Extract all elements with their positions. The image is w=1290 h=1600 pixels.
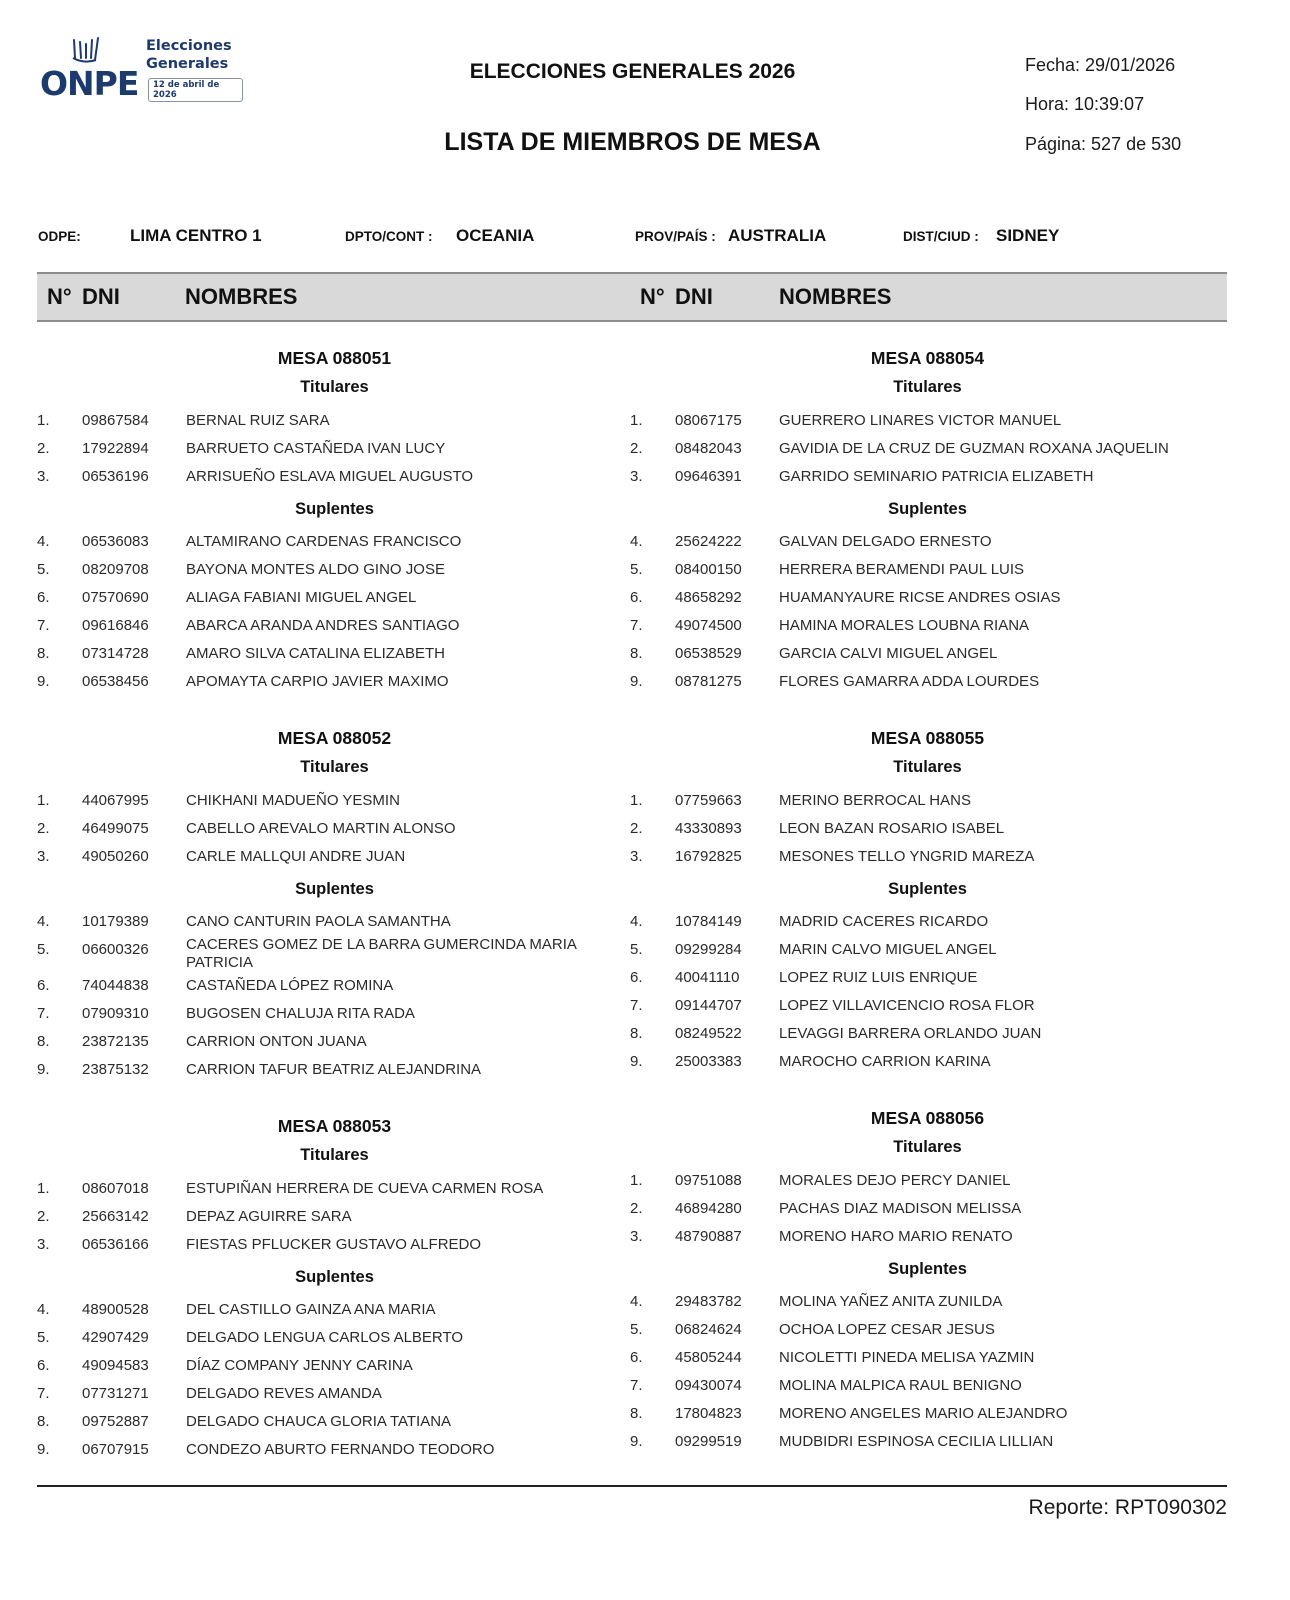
col-dni: DNI [82, 284, 120, 309]
member-number: 9. [37, 1441, 50, 1458]
titulares-heading: Titulares [300, 758, 369, 776]
member-name: CHIKHANI MADUEÑO YESMIN [186, 792, 400, 809]
member-number: 6. [37, 589, 50, 606]
member-name: MORALES DEJO PERCY DANIEL [779, 1172, 1011, 1189]
member-number: 3. [630, 1228, 643, 1245]
member-dni: 06538456 [82, 673, 149, 690]
member-name: GARCIA CALVI MIGUEL ANGEL [779, 645, 998, 662]
member-number: 1. [37, 792, 50, 809]
member-dni: 09751088 [675, 1172, 742, 1189]
member-name: CACERES GOMEZ DE LA BARRA GUMERCINDA MARIA PATRICIA [186, 936, 577, 971]
member-number: 8. [630, 645, 643, 662]
document-subtitle: LISTA DE MIEMBROS DE MESA [444, 128, 821, 156]
fecha: Fecha: 29/01/2026 [1025, 55, 1176, 75]
prov-label: PROV/PAÍS : [635, 229, 716, 244]
member-number: 4. [630, 533, 643, 550]
member-name: AMARO SILVA CATALINA ELIZABETH [186, 645, 445, 662]
member-dni: 09430074 [675, 1377, 742, 1394]
member-dni: 06536083 [82, 533, 149, 550]
member-name: FLORES GAMARRA ADDA LOURDES [779, 673, 1040, 690]
member-dni: 08249522 [675, 1025, 742, 1042]
dpto-label: DPTO/CONT : [345, 229, 433, 244]
titulares-heading: Titulares [300, 378, 369, 396]
member-number: 4. [37, 533, 50, 550]
member-dni: 16792825 [675, 848, 742, 865]
member-name: DÍAZ COMPANY JENNY CARINA [186, 1357, 413, 1374]
member-name: FIESTAS PFLUCKER GUSTAVO ALFREDO [186, 1236, 482, 1253]
mesa-title: MESA 088055 [870, 728, 985, 748]
suplentes-heading: Suplentes [888, 880, 967, 898]
member-number: 8. [630, 1405, 643, 1422]
member-number: 4. [630, 1293, 643, 1310]
member-number: 1. [630, 792, 643, 809]
member-dni: 49074500 [675, 617, 742, 634]
member-number: 9. [37, 1061, 50, 1078]
member-number: 2. [630, 820, 643, 837]
member-number: 1. [630, 412, 643, 429]
member-name: CANO CANTURIN PAOLA SAMANTHA [186, 913, 451, 930]
col-nombres-right: NOMBRES [779, 284, 892, 309]
member-dni: 49050260 [82, 848, 149, 865]
member-dni: 45805244 [675, 1349, 742, 1366]
member-number: 1. [37, 412, 50, 429]
member-name: MADRID CACERES RICARDO [779, 913, 989, 930]
member-dni: 08781275 [675, 673, 742, 690]
member-dni: 09646391 [675, 468, 742, 485]
member-dni: 08607018 [82, 1180, 149, 1197]
member-dni: 23875132 [82, 1061, 149, 1078]
member-name: HERRERA BERAMENDI PAUL LUIS [779, 561, 1025, 578]
member-name: GUERRERO LINARES VICTOR MANUEL [779, 412, 1062, 429]
member-name: LOPEZ VILLAVICENCIO ROSA FLOR [779, 997, 1035, 1014]
member-dni: 06600326 [82, 941, 149, 958]
member-dni: 08400150 [675, 561, 742, 578]
col-nombres: NOMBRES [185, 284, 298, 309]
logo-date-badge: 12 de abril de 2026 [148, 78, 243, 102]
member-number: 8. [37, 645, 50, 662]
member-dni: 25003383 [675, 1053, 742, 1070]
member-name: CABELLO AREVALO MARTIN ALONSO [186, 820, 456, 837]
titulares-heading: Titulares [893, 1138, 962, 1156]
member-number: 6. [37, 1357, 50, 1374]
titulares-heading: Titulares [893, 758, 962, 776]
dpto-value: OCEANIA [456, 226, 535, 245]
odpe-value: LIMA CENTRO 1 [130, 226, 262, 245]
report-code: Reporte: RPT090302 [1028, 1496, 1227, 1519]
prov-value: AUSTRALIA [728, 226, 827, 245]
member-name: DEL CASTILLO GAINZA ANA MARIA [186, 1301, 436, 1318]
member-dni: 17804823 [675, 1405, 742, 1422]
member-dni: 48790887 [675, 1228, 742, 1245]
logo-title-line2: Generales [146, 56, 229, 72]
member-name: CARRION ONTON JUANA [186, 1033, 367, 1050]
member-name: MESONES TELLO YNGRID MAREZA [779, 848, 1035, 865]
member-name: PACHAS DIAZ MADISON MELISSA [779, 1200, 1022, 1217]
member-dni: 09299284 [675, 941, 742, 958]
member-name: ESTUPIÑAN HERRERA DE CUEVA CARMEN ROSA [186, 1180, 544, 1197]
member-number: 7. [630, 997, 643, 1014]
member-number: 2. [37, 440, 50, 457]
member-number: 7. [37, 617, 50, 634]
member-number: 2. [630, 440, 643, 457]
member-number: 1. [630, 1172, 643, 1189]
member-number: 4. [37, 1301, 50, 1318]
member-number: 9. [630, 1053, 643, 1070]
member-name: MOLINA MALPICA RAUL BENIGNO [779, 1377, 1022, 1394]
member-name: GARRIDO SEMINARIO PATRICIA ELIZABETH [779, 468, 1094, 485]
member-name: GALVAN DELGADO ERNESTO [779, 533, 992, 550]
member-number: 3. [37, 468, 50, 485]
member-dni: 09752887 [82, 1413, 149, 1430]
member-name: ARRISUEÑO ESLAVA MIGUEL AUGUSTO [186, 468, 474, 485]
member-dni: 07759663 [675, 792, 742, 809]
member-number: 7. [37, 1385, 50, 1402]
member-name: DELGADO REVES AMANDA [186, 1385, 382, 1402]
member-dni: 43330893 [675, 820, 742, 837]
member-name: MORENO HARO MARIO RENATO [779, 1228, 1013, 1245]
mesa-title: MESA 088052 [277, 728, 392, 748]
member-number: 5. [630, 561, 643, 578]
member-name: ALTAMIRANO CARDENAS FRANCISCO [186, 533, 462, 550]
member-dni: 06536166 [82, 1236, 149, 1253]
member-name: MORENO ANGELES MARIO ALEJANDRO [779, 1405, 1068, 1422]
member-number: 3. [630, 468, 643, 485]
hora: Hora: 10:39:07 [1025, 94, 1145, 114]
member-dni: 09616846 [82, 617, 149, 634]
member-name: MOLINA YAÑEZ ANITA ZUNILDA [779, 1293, 1003, 1310]
member-number: 2. [630, 1200, 643, 1217]
member-dni: 09867584 [82, 412, 149, 429]
dist-value: SIDNEY [996, 226, 1060, 245]
member-dni: 06538529 [675, 645, 742, 662]
member-dni: 06824624 [675, 1321, 742, 1338]
member-number: 6. [630, 969, 643, 986]
table-header [37, 272, 1227, 322]
member-number: 5. [37, 941, 50, 958]
suplentes-heading: Suplentes [888, 500, 967, 518]
member-dni: 10784149 [675, 913, 742, 930]
member-number: 3. [37, 848, 50, 865]
member-dni: 07731271 [82, 1385, 149, 1402]
member-name: LOPEZ RUIZ LUIS ENRIQUE [779, 969, 978, 986]
member-name: MARIN CALVO MIGUEL ANGEL [779, 941, 997, 958]
member-name: CONDEZO ABURTO FERNANDO TEODORO [186, 1441, 495, 1458]
member-dni: 07909310 [82, 1005, 149, 1022]
member-number: 3. [37, 1236, 50, 1253]
member-number: 6. [37, 977, 50, 994]
member-number: 5. [37, 561, 50, 578]
member-dni: 48900528 [82, 1301, 149, 1318]
member-dni: 08067175 [675, 412, 742, 429]
member-name: LEON BAZAN ROSARIO ISABEL [779, 820, 1005, 837]
member-name: HUAMANYAURE RICSE ANDRES OSIAS [779, 589, 1061, 606]
member-dni: 29483782 [675, 1293, 742, 1310]
member-number: 9. [630, 1433, 643, 1450]
member-dni: 42907429 [82, 1329, 149, 1346]
member-name: LEVAGGI BARRERA ORLANDO JUAN [779, 1025, 1042, 1042]
titulares-heading: Titulares [893, 378, 962, 396]
pagina: Página: 527 de 530 [1025, 134, 1182, 154]
member-dni: 23872135 [82, 1033, 149, 1050]
member-name: ABARCA ARANDA ANDRES SANTIAGO [186, 617, 460, 634]
member-name: ALIAGA FABIANI MIGUEL ANGEL [186, 589, 417, 606]
member-name: BERNAL RUIZ SARA [186, 412, 330, 429]
member-name: DELGADO LENGUA CARLOS ALBERTO [186, 1329, 464, 1346]
mesa-title: MESA 088053 [277, 1116, 392, 1136]
member-dni: 08209708 [82, 561, 149, 578]
member-name: MERINO BERROCAL HANS [779, 792, 971, 809]
mesa-title: MESA 088051 [277, 348, 392, 368]
member-dni: 09144707 [675, 997, 742, 1014]
member-dni: 07570690 [82, 589, 149, 606]
member-number: 4. [630, 913, 643, 930]
member-number: 1. [37, 1180, 50, 1197]
member-dni: 49094583 [82, 1357, 149, 1374]
member-dni: 40041110 [675, 969, 740, 986]
member-number: 8. [37, 1033, 50, 1050]
suplentes-heading: Suplentes [295, 500, 374, 518]
document-title: ELECCIONES GENERALES 2026 [469, 60, 796, 83]
mesa-title: MESA 088054 [870, 348, 985, 368]
dist-label: DIST/CIUD : [903, 229, 979, 244]
member-number: 2. [37, 820, 50, 837]
member-number: 6. [630, 589, 643, 606]
member-name: CARRION TAFUR BEATRIZ ALEJANDRINA [186, 1061, 482, 1078]
logo-brand: ONPE [40, 64, 139, 103]
titulares-heading: Titulares [300, 1146, 369, 1164]
member-dni: 46499075 [82, 820, 149, 837]
odpe-label: ODPE: [38, 229, 81, 244]
member-name: APOMAYTA CARPIO JAVIER MAXIMO [186, 673, 449, 690]
member-number: 6. [630, 1349, 643, 1366]
logo-title-line1: Elecciones [146, 38, 232, 54]
member-name: HAMINA MORALES LOUBNA RIANA [779, 617, 1030, 634]
member-number: 5. [37, 1329, 50, 1346]
member-name: DEPAZ AGUIRRE SARA [186, 1208, 352, 1225]
member-number: 2. [37, 1208, 50, 1225]
suplentes-heading: Suplentes [295, 880, 374, 898]
member-number: 4. [37, 913, 50, 930]
member-dni: 10179389 [82, 913, 149, 930]
member-number: 9. [630, 673, 643, 690]
member-number: 7. [630, 1377, 643, 1394]
col-num-right: N° [640, 284, 665, 309]
suplentes-heading: Suplentes [295, 1268, 374, 1286]
member-dni: 08482043 [675, 440, 742, 457]
member-dni: 06536196 [82, 468, 149, 485]
member-name: MAROCHO CARRION KARINA [779, 1053, 991, 1070]
member-name: CASTAÑEDA LÓPEZ ROMINA [186, 977, 394, 994]
member-name: CARLE MALLQUI ANDRE JUAN [186, 848, 406, 865]
member-dni: 17922894 [82, 440, 149, 457]
member-name: GAVIDIA DE LA CRUZ DE GUZMAN ROXANA JAQUELIN [779, 440, 1169, 457]
member-name: NICOLETTI PINEDA MELISA YAZMIN [779, 1349, 1035, 1366]
col-dni-right: DNI [675, 284, 713, 309]
member-number: 7. [630, 617, 643, 634]
member-dni: 44067995 [82, 792, 149, 809]
member-number: 7. [37, 1005, 50, 1022]
member-dni: 06707915 [82, 1441, 149, 1458]
member-dni: 07314728 [82, 645, 149, 662]
member-dni: 46894280 [675, 1200, 742, 1217]
member-name: BARRUETO CASTAÑEDA IVAN LUCY [186, 440, 446, 457]
member-name: BUGOSEN CHALUJA RITA RADA [186, 1005, 415, 1022]
member-dni: 74044838 [82, 977, 149, 994]
member-name: DELGADO CHAUCA GLORIA TATIANA [186, 1413, 452, 1430]
member-dni: 09299519 [675, 1433, 742, 1450]
member-name: MUDBIDRI ESPINOSA CECILIA LILLIAN [779, 1433, 1054, 1450]
suplentes-heading: Suplentes [888, 1260, 967, 1278]
member-dni: 25663142 [82, 1208, 149, 1225]
member-dni: 25624222 [675, 533, 742, 550]
member-number: 9. [37, 673, 50, 690]
member-number: 3. [630, 848, 643, 865]
footer-divider [37, 1485, 1227, 1487]
member-number: 8. [630, 1025, 643, 1042]
col-num: N° [47, 284, 72, 309]
member-name: BAYONA MONTES ALDO GINO JOSE [186, 561, 445, 578]
member-dni: 48658292 [675, 589, 742, 606]
member-name: OCHOA LOPEZ CESAR JESUS [779, 1321, 995, 1338]
mesa-title: MESA 088056 [870, 1108, 985, 1128]
member-number: 5. [630, 941, 643, 958]
member-number: 5. [630, 1321, 643, 1338]
member-number: 8. [37, 1413, 50, 1430]
